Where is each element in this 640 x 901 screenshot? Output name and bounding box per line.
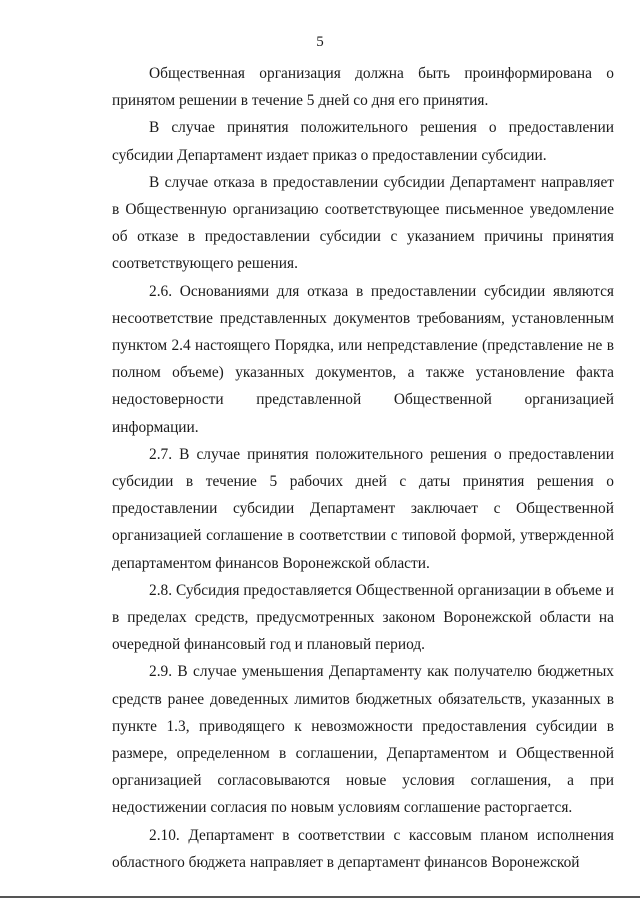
page-number: 5 bbox=[316, 34, 324, 50]
paragraph: 2.8. Субсидия предоставляется Общественной организации в объеме и в пределах средств, предусмотренных законом Воронежской области на очередной финансовый год и плановый период. bbox=[112, 581, 614, 654]
page-bottom-border bbox=[0, 896, 640, 898]
paragraph-last: 2.10. Департамент в соответствии с кассовым планом исполнения областного бюджета направляет в департамент финансов Воронежской bbox=[112, 826, 614, 871]
document-body bbox=[112, 60, 614, 876]
paragraph: 2.9. В случае уменьшения Департаменту как получателю бюджетных средств ранее доведенных лимитов бюджетных обязательств, указанных в пункте 1.3, приводящего к невозможности предоставления субсидии в размере, определенном в соглашении, Департаментом и Общественной организацией согласовываются новые условия соглашения, а при недостижении согласия по новым условиям соглашение расторгается. bbox=[112, 663, 614, 817]
paragraph: 2.7. В случае принятия положительного решения о предоставлении субсидии в течение 5 рабочих дней с даты принятия решения о предоставлении субсидии Департамент заключает с Общественной организацией соглашение в соответствии с типовой формой, утвержденной департаментом финансов Воронежской области. bbox=[112, 445, 614, 572]
paragraph: Общественная организация должна быть проинформирована о принятом решении в течение 5 дней со дня его принятия. bbox=[112, 65, 614, 110]
paragraph: В случае отказа в предоставлении субсидии Департамент направляет в Общественную организацию соответствующее письменное уведомление об отказе в предоставлении субсидии с указанием причины принятия соответствующего решения. bbox=[112, 173, 614, 273]
paragraph: В случае принятия положительного решения о предоставлении субсидии Департамент издает приказ о предоставлении субсидии. bbox=[112, 119, 614, 164]
paragraph: 2.6. Основаниями для отказа в предоставлении субсидии являются несоответствие представленных документов требованиям, установленным пунктом 2.4 настоящего Порядка, или непредставление (представление не в полном объеме) указанных документов, а также установление факта недостоверности представленной Общественной организацией информации. bbox=[112, 282, 614, 436]
